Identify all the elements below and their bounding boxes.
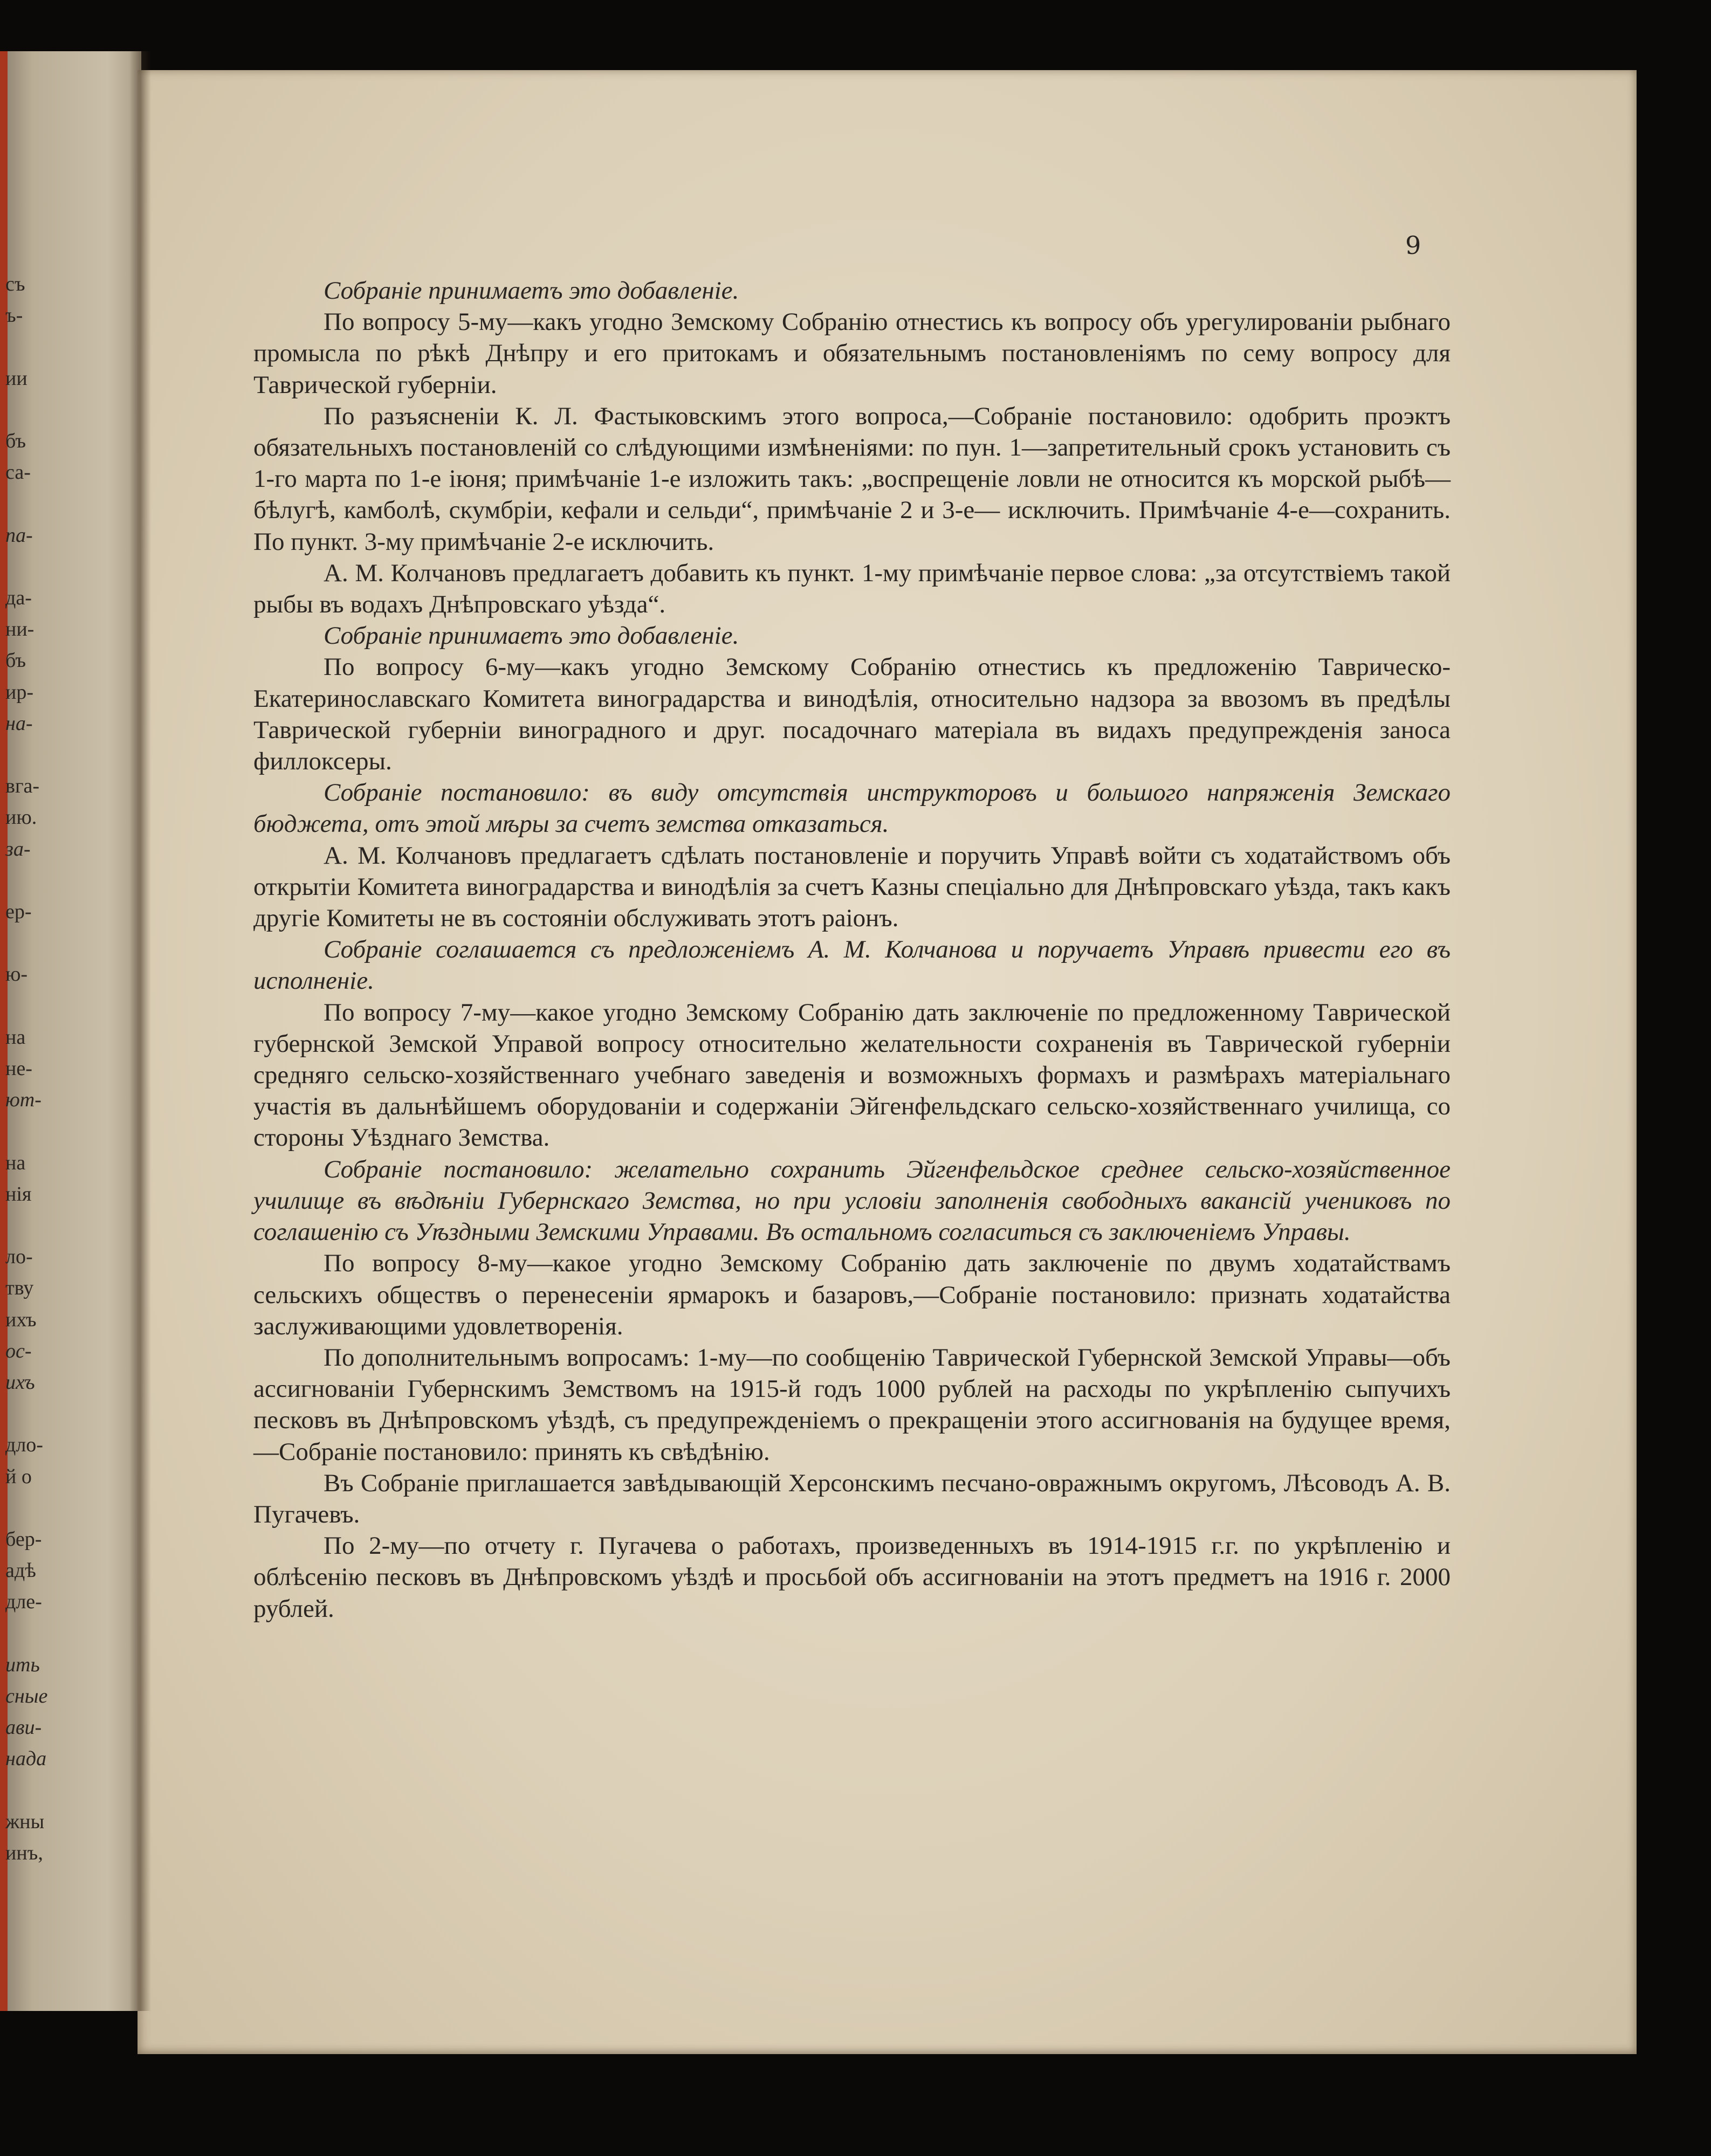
paragraph-13: Въ Собраніе приглашается завѣдывающій Херсонскимъ песчано-овражнымъ округомъ, Лѣсоводъ А. В. Пугачевъ. bbox=[253, 1469, 1451, 1528]
previous-page-fragment: ихъ bbox=[5, 1308, 37, 1331]
previous-page-fragment: ъ- bbox=[5, 304, 23, 327]
previous-page-fragment: ос- bbox=[5, 1339, 32, 1362]
paragraph-5: По вопросу 6-му—какъ угодно Земскому Собранію отнестись къ предложенію Таврическо-Екатеринославскаго Комитета виноградарства и винодѣлія, относительно надзора за ввозомъ въ предѣлы Таврической губерніи виноградного и друг. посадочнаго матеріала въ видахъ предупрежденія заноса филлоксеры. bbox=[253, 653, 1451, 776]
previous-page-fragment: сные bbox=[5, 1685, 48, 1707]
previous-page-fragment: жны bbox=[5, 1810, 45, 1833]
previous-page-fragment: вга- bbox=[5, 775, 40, 798]
paragraph-8: Собраніе соглашается съ предложеніемъ А. М. Колчанова и поручаетъ Управѣ привести его въ исполненіе. bbox=[253, 935, 1451, 995]
paragraph-7: А. М. Колчановъ предлагаетъ сдѣлать постановленіе и поручить Управѣ войти съ ходатайствомъ объ открытіи Комитета виноградарства и винодѣлія за счетъ Казны спеціально для Днѣпровскаго уѣзда, такъ какъ другіе Комитеты не въ состояніи обслуживать этотъ раіонъ. bbox=[253, 841, 1451, 933]
previous-page-fragment: инъ, bbox=[5, 1842, 43, 1864]
previous-page-fragment: за- bbox=[5, 837, 31, 860]
paragraph-4: Собраніе принимаетъ это добавленіе. bbox=[324, 622, 739, 650]
previous-page-fragment: й о bbox=[5, 1465, 32, 1488]
previous-page-fragment: адѣ bbox=[5, 1559, 36, 1582]
paragraph-3: А. М. Колчановъ предлагаетъ добавить къ пункт. 1-му примѣчаніе первое слова: „за отсутствіемъ такой рыбы въ водахъ Днѣпровскаго уѣзда“. bbox=[253, 559, 1451, 619]
previous-page-fragment: па- bbox=[5, 523, 33, 547]
previous-page-fragment: ни- bbox=[5, 618, 35, 641]
previous-page-fragment: ить bbox=[5, 1653, 40, 1676]
previous-page-fragment: ют- bbox=[5, 1089, 42, 1112]
previous-page-fragment: ло- bbox=[5, 1245, 33, 1269]
paragraph-6: Собраніе постановило: въ виду отсутствія инструкторовъ и большого напряженія Земскаго бюджета, отъ этой мѣры за счетъ земства отказаться. bbox=[253, 779, 1451, 838]
previous-page-fragment: дле- bbox=[5, 1590, 42, 1614]
previous-page-fragment: съ bbox=[5, 273, 25, 295]
previous-page-fragment: тву bbox=[5, 1277, 34, 1300]
previous-page-fragment: на bbox=[5, 1025, 26, 1049]
previous-page-fragment: не- bbox=[5, 1057, 32, 1080]
paragraph-0: Собраніе принимаетъ это добавленіе. bbox=[324, 277, 739, 305]
paragraph-12: По дополнительнымъ вопросамъ: 1-му—по сообщенію Таврической Губернской Земской Управы—объ ассигнованіи Губернскимъ Земствомъ на 1915-й годъ 1000 рублей на расходы по укрѣпленію сыпучихъ песковъ въ Днѣпровскомъ уѣздѣ, съ предупрежденіемъ о прекращеніи этого ассигнованія на будущее время,—Собраніе постановило: принять къ свѣдѣнію. bbox=[253, 1343, 1451, 1466]
previous-page-fragment: ию. bbox=[5, 806, 37, 829]
previous-page-fragment: ави- bbox=[5, 1716, 42, 1739]
previous-page-fragment: бъ bbox=[5, 649, 26, 672]
paragraph-11: По вопросу 8-му—какое угодно Земскому Собранію дать заключеніе по двумъ ходатайствамъ сельскихъ обществъ о перенесеніи ярмарокъ и базаровъ,—Собраніе постановило: признать ходатайства заслуживающими удовлетворенія. bbox=[253, 1249, 1451, 1340]
previous-page-fragment: да- bbox=[5, 587, 32, 609]
page-body-text bbox=[253, 275, 1451, 1624]
spine-shadow bbox=[129, 51, 151, 2011]
previous-page-fragment: на- bbox=[5, 712, 33, 735]
previous-page-fragment: ир- bbox=[5, 680, 33, 704]
paragraph-14: По 2-му—по отчету г. Пугачева о работахъ, произведенныхъ въ 1914-1915 г.г. по укрѣпленію и облѣсенію песковъ въ Днѣпровскомъ уѣздѣ и просьбой объ ассигнованіи на этотъ предметъ на 1916 г. 2000 рублей. bbox=[253, 1532, 1451, 1623]
paragraph-9: По вопросу 7-му—какое угодно Земскому Собранію дать заключеніе по предложенному Таврической губернской Земской Управой вопросу относительно желательности сохраненія въ Таврической губерніи средняго сельско-хозяйственнаго учебнаго заведенія и возможныхъ формахъ и размѣрахъ матеріальнаго участія въ дальнѣйшемъ оборудованіи и содержаніи Эйгенфельдскаго сельско-хозяйственнаго училища, со стороны Уѣзднаго Земства. bbox=[253, 998, 1451, 1152]
previous-page-fragment: ии bbox=[5, 367, 28, 390]
page-number: 9 bbox=[1405, 231, 1421, 260]
previous-page-fragment: ю- bbox=[5, 963, 28, 986]
previous-page-fragment: ихъ bbox=[5, 1371, 35, 1394]
paragraph-1: По вопросу 5-му—какъ угодно Земскому Собранію отнестись къ вопросу объ урегулированіи рыбнаго промысла по рѣкѣ Днѣпру и его притокамъ и обязательнымъ постановленіямъ по сему вопросу для Таврической губерніи. bbox=[253, 308, 1451, 399]
previous-page-fragment: на bbox=[5, 1151, 26, 1174]
previous-page-fragment: бъ bbox=[5, 430, 26, 452]
previous-page-fragment: са- bbox=[5, 461, 31, 484]
previous-page-fragment: ер- bbox=[5, 900, 32, 923]
previous-page-fragment: бер- bbox=[5, 1528, 42, 1551]
previous-page-fragment: нада bbox=[5, 1747, 47, 1771]
paragraph-10: Собраніе постановило: желательно сохранить Эйгенфельдское среднее сельско-хозяйственное училище въ вѣдѣніи Губернскаго Земства, но при условіи заполненія свободныхъ вакансій учениковъ по соглашенію съ Уѣздными Земскими Управами. Въ остальномъ согласиться съ заключеніемъ Управы. bbox=[253, 1155, 1451, 1246]
previous-page-fragment: нія bbox=[5, 1182, 32, 1206]
previous-page-fragment: дло- bbox=[5, 1434, 43, 1457]
paragraph-2: По разъясненіи К. Л. Фастыковскимъ этого вопроса,—Собраніе постановило: одобрить проэктъ обязательныхъ постановленій со слѣдующими измѣненіями: по пун. 1—запретительный срокъ установить съ 1-го марта по 1-е іюня; примѣчаніе 1-е изложить такъ: „воспрещеніе ловли не относится къ морской рыбѣ—бѣлугѣ, камболѣ, скумбріи, кефали и сельди“, примѣчаніе 2 и 3-е— исключить. Примѣчаніе 4-е—сохранить. По пункт. 3-му примѣчаніе 2-е исключить. bbox=[253, 402, 1451, 556]
